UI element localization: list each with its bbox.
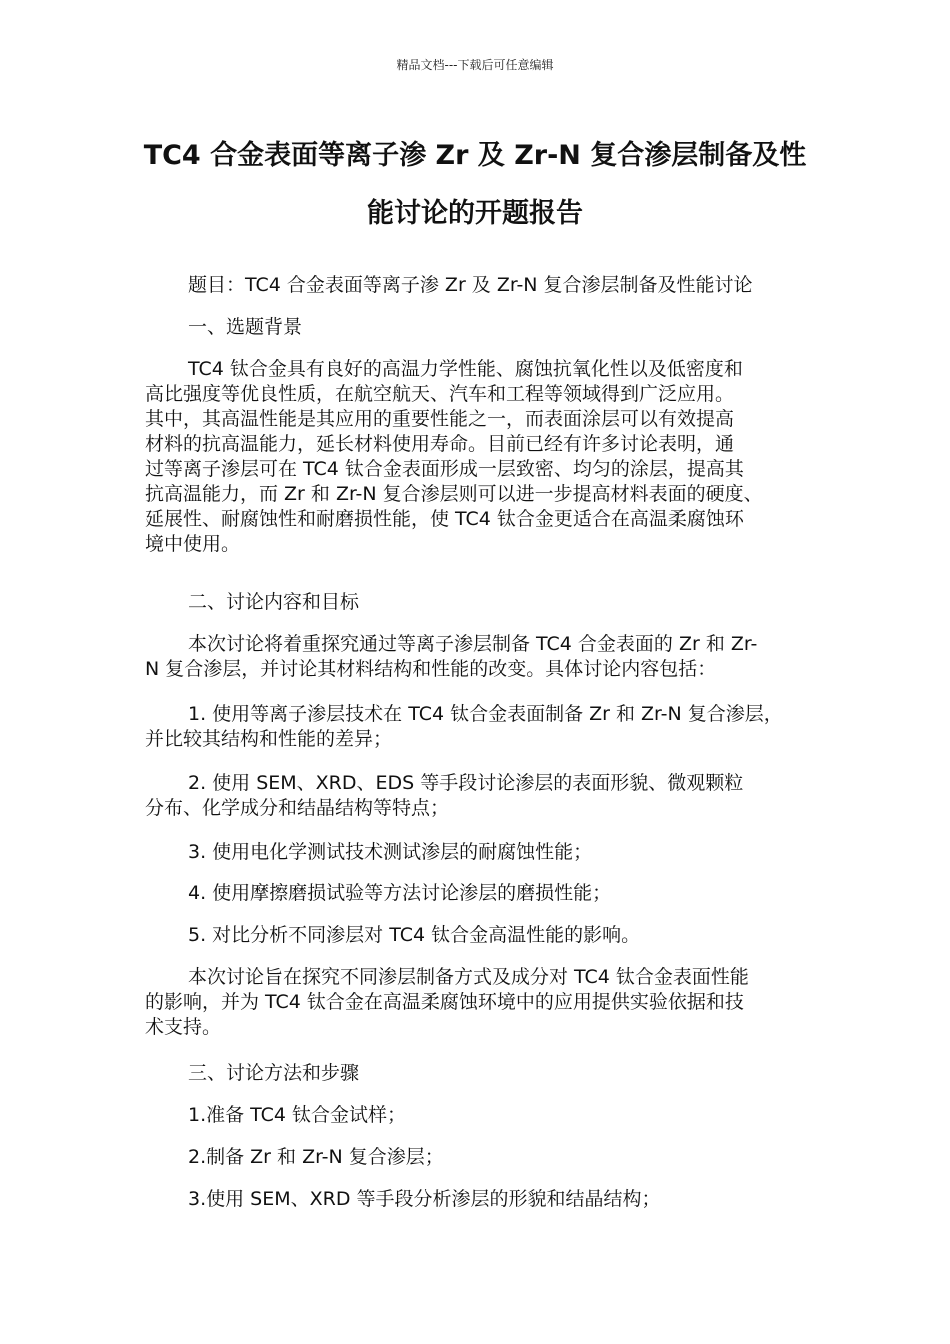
document-title-line-1: TC4 合金表面等离子渗 Zr 及 Zr-N 复合渗层制备及性 [143, 140, 807, 171]
paragraph-line: N 复合渗层，并讨论其材料结构和性能的改变。具体讨论内容包括： [145, 658, 717, 680]
section1-heading [145, 315, 815, 340]
section2-intro [145, 632, 815, 682]
step-text: 2.制备 Zr 和 Zr-N 复合渗层； [188, 1146, 444, 1168]
list-item-5 [145, 923, 815, 948]
paragraph-line: 抗高温能力，而 Zr 和 Zr-N 复合渗层则可以进一步提高材料表面的硬度、 [145, 483, 763, 505]
step-1 [145, 1103, 815, 1128]
list-item-text: 5. 对比分析不同渗层对 TC4 钛合金高温性能的影响。 [188, 924, 641, 946]
section3-heading [145, 1061, 815, 1086]
topic-text: 题目：TC4 合金表面等离子渗 Zr 及 Zr-N 复合渗层制备及性能讨论 [188, 274, 753, 296]
paragraph-line: 1. 使用等离子渗层技术在 TC4 钛合金表面制备 Zr 和 Zr-N 复合渗层， [188, 703, 783, 725]
list-item-2 [145, 771, 815, 821]
section1-heading-text: 一、选题背景 [188, 316, 303, 338]
paragraph-line: 本次讨论旨在探究不同渗层制备方式及成分对 TC4 钛合金表面性能 [188, 966, 749, 988]
list-item-1 [145, 702, 815, 752]
document-title-line-2: 能讨论的开题报告 [367, 198, 583, 229]
list-item-4 [145, 881, 815, 906]
paragraph-line: 过等离子渗层可在 TC4 钛合金表面形成一层致密、均匀的涂层，提高其 [145, 458, 744, 480]
paragraph-line: 并比较其结构和性能的差异； [145, 728, 393, 750]
paragraph-line: 延展性、耐腐蚀性和耐磨损性能，使 TC4 钛合金更适合在高温柔腐蚀环 [145, 508, 744, 530]
paragraph-line: 本次讨论将着重探究通过等离子渗层制备 TC4 合金表面的 Zr 和 Zr- [188, 633, 758, 655]
paragraph-line: 高比强度等优良性质，在航空航天、汽车和工程等领域得到广泛应用。 [145, 383, 735, 405]
step-2 [145, 1145, 815, 1170]
paragraph-line: 的影响，并为 TC4 钛合金在高温柔腐蚀环境中的应用提供实验依据和技 [145, 991, 744, 1013]
step-text: 1.准备 TC4 钛合金试样； [188, 1104, 407, 1126]
paragraph-line: 境中使用。 [145, 533, 241, 555]
list-item-text: 4. 使用摩擦磨损试验等方法讨论渗层的磨损性能； [188, 882, 612, 904]
paragraph-line: 分布、化学成分和结晶结构等特点； [145, 797, 450, 819]
page-header: 精品文档---下载后可任意编辑 [396, 58, 554, 72]
step-text: 3.使用 SEM、XRD 等手段分析渗层的形貌和结晶结构； [188, 1188, 661, 1210]
topic-line [145, 273, 815, 298]
section2-heading [145, 590, 815, 615]
paragraph-line: TC4 钛合金具有良好的高温力学性能、腐蚀抗氧化性以及低密度和 [188, 358, 743, 380]
paragraph-line: 材料的抗高温能力，延长材料使用寿命。目前已经有许多讨论表明，通 [145, 433, 735, 455]
list-item-3 [145, 840, 815, 865]
section3-heading-text: 三、讨论方法和步骤 [188, 1062, 360, 1084]
list-item-text: 3. 使用电化学测试技术测试渗层的耐腐蚀性能； [188, 841, 593, 863]
paragraph-line: 术支持。 [145, 1016, 222, 1038]
section2-heading-text: 二、讨论内容和目标 [188, 591, 360, 613]
paragraph-line: 2. 使用 SEM、XRD、EDS 等手段讨论渗层的表面形貌、微观颗粒 [188, 772, 744, 794]
section1-paragraph [145, 357, 815, 557]
section2-goal [145, 965, 815, 1040]
paragraph-line: 其中，其高温性能是其应用的重要性能之一，而表面涂层可以有效提高 [145, 408, 735, 430]
step-3 [145, 1187, 815, 1212]
